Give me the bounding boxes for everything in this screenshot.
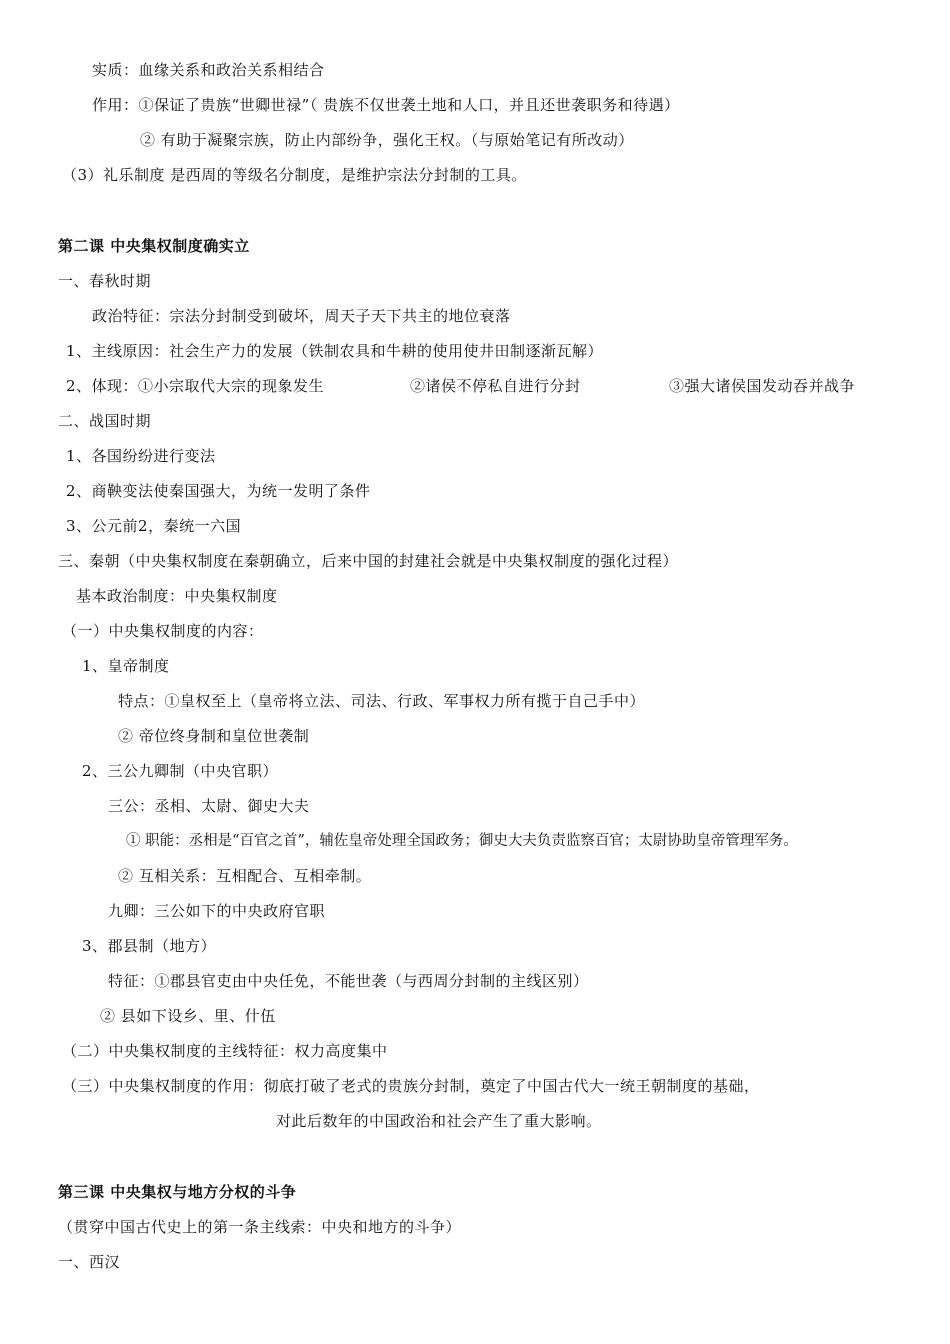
- text-line-prefecture-feature-1: 特征：①郡县官吏由中央任免，不能世袭（与西周分封制的主线区别）: [108, 972, 589, 990]
- text-line-prefecture-system: 3、郡县制（地方）: [82, 937, 217, 955]
- text-line-prefecture-feature-2: ② 县如下设乡、里、什伍: [100, 1007, 276, 1025]
- section-warring-states: 二、战国时期: [58, 412, 152, 430]
- section-spring-autumn: 一、春秋时期: [58, 272, 152, 290]
- subsection-effect: （三）中央集权制度的作用：彻底打破了老式的贵族分封制，奠定了中国古代大一统王朝制度的基础，: [62, 1077, 760, 1095]
- subsection-main-feature: （二）中央集权制度的主线特征：权力高度集中: [62, 1042, 388, 1060]
- text-line-emperor-feature-1: 特点：①皇权至上（皇帝将立法、司法、行政、军事权力所有揽于自己手中）: [118, 692, 646, 710]
- text-line-basic-system: 基本政治制度：中央集权制度: [76, 587, 278, 605]
- text-line-emperor-system: 1、皇帝制度: [82, 657, 170, 675]
- lesson-3-heading: 第三课 中央集权与地方分权的斗争: [58, 1183, 297, 1201]
- text-line-emperor-feature-2: ② 帝位终身制和皇位世袭制: [118, 727, 310, 745]
- text-line-three-lords: 2、三公九卿制（中央官职）: [82, 762, 279, 780]
- manifestation-item-2: ②诸侯不停私自进行分封: [410, 377, 581, 395]
- text-line-relationship: ② 互相关系：互相配合、互相牵制。: [118, 867, 372, 885]
- lesson-2-heading: 第二课 中央集权制度确实立: [58, 237, 250, 255]
- text-line-reforms: 1、各国纷纷进行变法: [66, 447, 216, 465]
- text-line-essence: 实质：血缘关系和政治关系相结合: [92, 61, 325, 79]
- text-line-three-lords-list: 三公：丞相、太尉、御史大夫: [108, 797, 310, 815]
- section-western-han: 一、西汉: [58, 1253, 121, 1271]
- text-line-nine-ministers: 九卿：三公如下的中央政府官职: [108, 902, 326, 920]
- text-line-ritual-system: （3）礼乐制度 是西周的等级名分制度，是维护宗法分封制的工具。: [62, 166, 527, 184]
- section-qin-dynasty: 三、秦朝（中央集权制度在秦朝确立，后来中国的封建社会就是中央集权制度的强化过程）: [58, 552, 679, 570]
- text-line-main-thread: （贯穿中国古代史上的第一条主线索：中央和地方的斗争）: [58, 1218, 462, 1236]
- text-line-main-reason: 1、主线原因：社会生产力的发展（铁制农具和牛耕的使用使井田制逐渐瓦解）: [66, 342, 604, 360]
- text-line-effect-continued: 对此后数年的中国政治和社会产生了重大影响。: [276, 1112, 602, 1130]
- text-line-political-feature: 政治特征：宗法分封制受到破坏，周天子天下共主的地位衰落: [92, 307, 511, 325]
- subsection-content: （一）中央集权制度的内容：: [62, 622, 264, 640]
- text-line-duties: ① 职能：丞相是“百官之首”，辅佐皇帝处理全国政务；御史大夫负责监察百官；太尉协助皇帝管理军务。: [126, 833, 798, 849]
- text-line-function-2: ② 有助于凝聚宗族，防止内部纷争，强化王权。（与原始笔记有所改动）: [140, 131, 634, 149]
- text-line-function-1: 作用：①保证了贵族“世卿世禄”（ 贵族不仅世袭土地和人口，并且还世袭职务和待遇）: [92, 96, 680, 114]
- manifestation-item-3: ③强大诸侯国发动吞并战争: [669, 377, 856, 395]
- text-line-unification: 3、公元前2，秦统一六国: [66, 517, 242, 535]
- manifestation-item-1: 2、体现：①小宗取代大宗的现象发生: [66, 377, 325, 395]
- text-line-shang-yang: 2、商鞅变法使秦国强大，为统一发明了条件: [66, 482, 371, 500]
